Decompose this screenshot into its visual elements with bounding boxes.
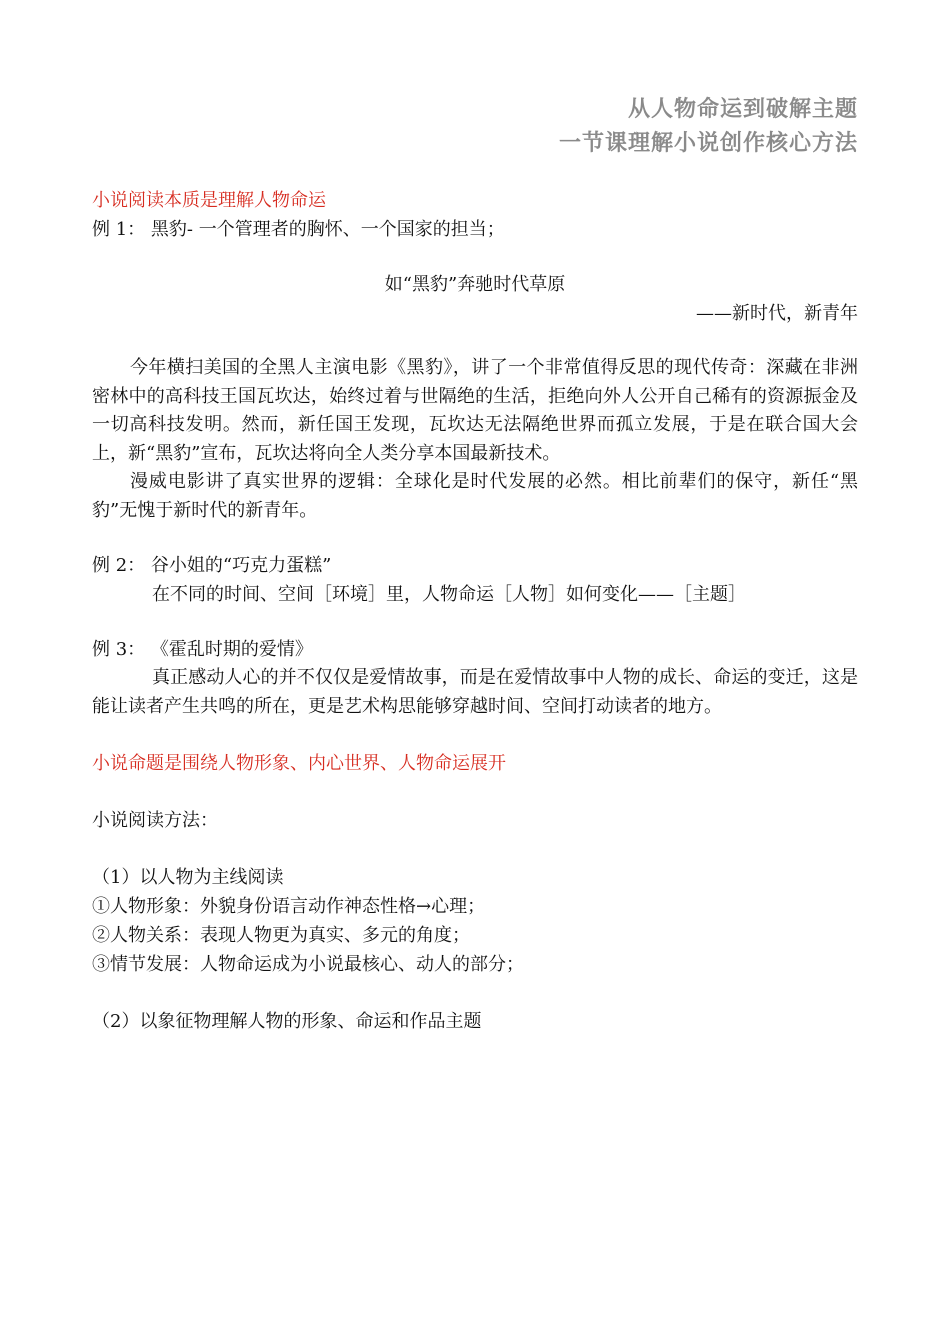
example3-label: 例 3： xyxy=(92,639,146,660)
document-header xyxy=(559,92,858,160)
method1-item: ②人物关系：表现人物更为真实、多元的角度； xyxy=(92,925,470,946)
quote-title: 如“黑豹”奔驰时代草原 xyxy=(384,274,566,295)
example1-text: 黑豹- 一个管理者的胸怀、一个国家的担当； xyxy=(150,219,505,240)
example2 xyxy=(92,551,858,580)
example3-paragraph: 真正感动人心的并不仅仅是爱情故事，而是在爱情故事中人物的成长、命运的变迁，这是能让读者产生共鸣的所在，更是艺术构思能够穿越时间、空间打动读者的地方。 xyxy=(92,667,858,717)
example2-detail: 在不同的时间、空间［环境］里，人物命运［人物］如何变化——［主题］ xyxy=(152,584,746,605)
paragraph-black-panther: 今年横扫美国的全黑人主演电影《黑豹》，讲了一个非常值得反思的现代传奇：深藏在非洲密林中的高科技王国瓦坎达，始终过着与世隔绝的生活，拒绝向外人公开自己稀有的资源振金及一切高科技发明。然而，新任国王发现，瓦坎达无法隔绝世界而孤立发展，于是在联合国大会上，新“黑豹”宣布，瓦坎达将向全人类分享本国最新技术。 xyxy=(92,357,858,464)
header-title-line1: 从人物命运到破解主题 xyxy=(627,96,858,122)
example1-label: 例 1： xyxy=(92,219,146,240)
example3 xyxy=(92,635,858,664)
header-title-line2: 一节课理解小说创作核心方法 xyxy=(558,130,858,156)
section1-heading: 小说阅读本质是理解人物命运 xyxy=(92,190,326,211)
example2-label: 例 2： xyxy=(92,555,146,576)
methods-label: 小说阅读方法： xyxy=(92,810,218,831)
document-body xyxy=(92,186,858,1036)
example3-text: 《霍乱时期的爱情》 xyxy=(150,639,313,660)
method1-item: ③情节发展：人物命运成为小说最核心、动人的部分； xyxy=(92,954,524,975)
method1-title: （1）以人物为主线阅读 xyxy=(92,867,284,888)
method1-item: ①人物形象：外貌身份语言动作神态性格→心理； xyxy=(92,896,486,917)
quote-source: ——新时代，新青年 xyxy=(696,303,858,324)
paragraph-marvel-logic: 漫威电影讲了真实世界的逻辑：全球化是时代发展的必然。相比前辈们的保守，新任“黑豹”无愧于新时代的新青年。 xyxy=(92,471,858,521)
example2-text: 谷小姐的“巧克力蛋糕” xyxy=(150,555,332,576)
method2-title: （2）以象征物理解人物的形象、命运和作品主题 xyxy=(92,1011,482,1032)
example1 xyxy=(92,215,858,244)
section2-heading: 小说命题是围绕人物形象、内心世界、人物命运展开 xyxy=(92,753,506,774)
